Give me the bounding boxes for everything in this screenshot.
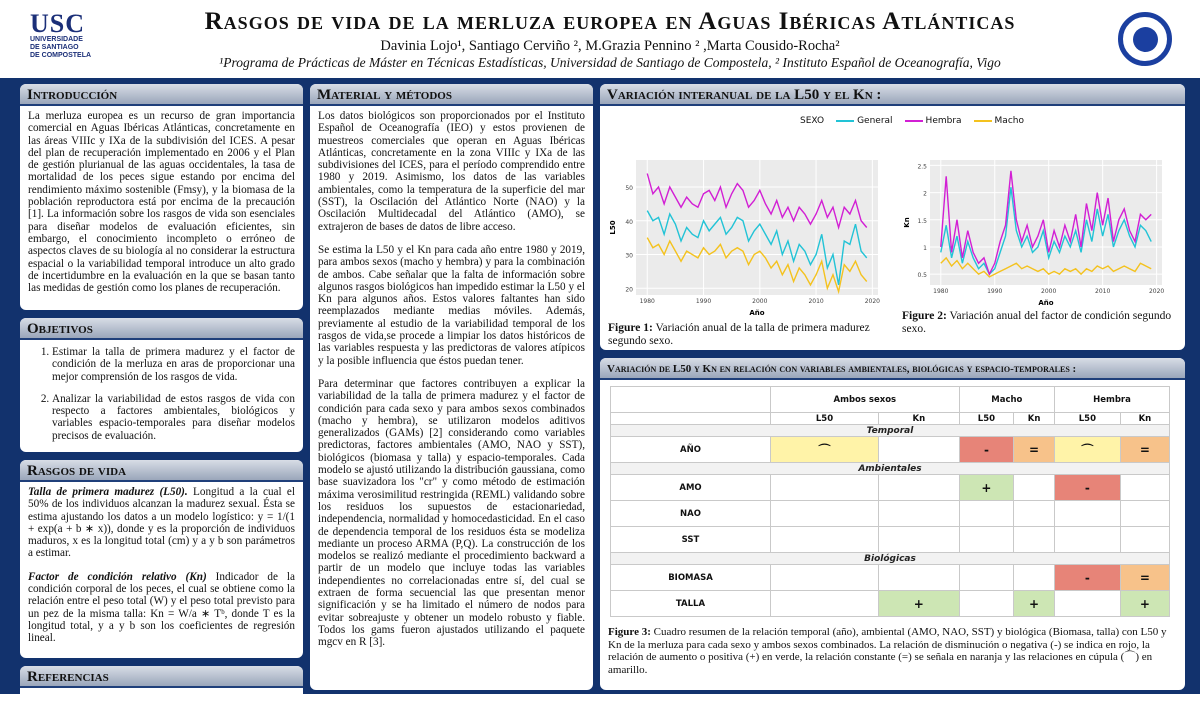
table-row-label: TALLA bbox=[611, 591, 771, 617]
legend-hembra-label: Hembra bbox=[925, 116, 962, 126]
y-axis-label: Kn bbox=[903, 217, 911, 228]
legend-swatch-hembra bbox=[905, 120, 923, 122]
y-axis-label: L50 bbox=[609, 220, 617, 235]
y-tick-label: 50 bbox=[625, 185, 633, 192]
material-panel bbox=[310, 84, 593, 690]
table-row-label: BIOMASA bbox=[611, 565, 771, 591]
y-tick-label: 2 bbox=[923, 190, 927, 198]
table-cell bbox=[878, 475, 959, 501]
legend-swatch-general bbox=[836, 120, 854, 122]
x-tick-label: 2010 bbox=[808, 298, 824, 305]
rasgos-body bbox=[20, 482, 303, 658]
usc-logo-line1: UNIVERSIDADE bbox=[30, 36, 83, 43]
table-row bbox=[611, 565, 1170, 591]
table-subheader: L50 bbox=[959, 413, 1014, 425]
x-tick-label: 2000 bbox=[1041, 288, 1057, 295]
x-tick-label: 2020 bbox=[864, 298, 881, 305]
x-tick-label: 2020 bbox=[1148, 288, 1165, 295]
usc-logo-line3: DE COMPOSTELA bbox=[30, 52, 92, 59]
table-cell bbox=[1120, 475, 1169, 501]
table-cell bbox=[771, 565, 879, 591]
table-subheader: L50 bbox=[771, 413, 879, 425]
table-subheader: L50 bbox=[1054, 413, 1120, 425]
y-tick-label: 40 bbox=[625, 218, 633, 226]
table-subheader: Kn bbox=[1014, 413, 1055, 425]
kn-definition: Indicador de la condición corporal de los peces, el cual se obtiene como la relación entre el peso total (W) y el peso total previsto para un pez de la misma talla: Kn = W/a ∗ Tᵇ, donde T es la longitud total, y a y b son los coeficientes de regresión lineal. bbox=[28, 570, 295, 645]
legend-hembra bbox=[905, 116, 962, 126]
usc-logo-line2: DE SANTIAGO bbox=[30, 44, 79, 51]
objetivo-item: 2. Analizar la variabilidad de estos rasgos de vida con respecto a factores ambientales, biológicos y variables espacio-temporales para diseñar modelos precisos de evaluación. bbox=[52, 393, 295, 442]
fig1-caption-label: Figure 1: bbox=[608, 322, 653, 334]
x-tick-label: 1980 bbox=[639, 298, 655, 305]
referencias-title: Referencias bbox=[20, 666, 303, 688]
x-tick-label: 1990 bbox=[695, 298, 712, 305]
table-group-header: Hembra bbox=[1054, 387, 1169, 413]
y-tick-label: 1 bbox=[923, 244, 927, 252]
table-cell: ⌒ bbox=[771, 437, 879, 463]
variacion-panel bbox=[600, 84, 1185, 350]
material-title: Material y métodos bbox=[310, 84, 593, 106]
resumen-title: Variación de L50 y Kn en relación con variables ambientales, biológicas y espacio-temporales : bbox=[600, 358, 1185, 380]
table-cell bbox=[1014, 565, 1055, 591]
table-section-header: Temporal bbox=[611, 425, 1170, 437]
l50-definition-head: Talla de primera madurez (L50). bbox=[28, 486, 188, 498]
table-cell bbox=[1014, 501, 1055, 527]
y-tick-label: 30 bbox=[625, 252, 633, 260]
legend-swatch-macho bbox=[974, 120, 992, 122]
table-row bbox=[611, 591, 1170, 617]
table-cell bbox=[878, 501, 959, 527]
table-cell bbox=[959, 591, 1014, 617]
table-cell bbox=[1014, 527, 1055, 553]
fig1-caption bbox=[608, 322, 883, 348]
table-cell: - bbox=[959, 437, 1014, 463]
y-tick-label: 0.5 bbox=[917, 272, 927, 280]
table-row bbox=[611, 475, 1170, 501]
x-tick-label: 2000 bbox=[752, 298, 768, 305]
table-row bbox=[611, 527, 1170, 553]
fig2-caption bbox=[902, 310, 1177, 336]
chart-legend bbox=[800, 116, 1024, 126]
table-cell: + bbox=[1014, 591, 1055, 617]
x-axis-label: Año bbox=[749, 309, 765, 317]
legend-general bbox=[836, 116, 892, 126]
table-cell bbox=[771, 475, 879, 501]
rasgos-panel bbox=[20, 460, 303, 658]
legend-title: SEXO bbox=[800, 116, 825, 126]
kn-line-chart bbox=[900, 154, 1170, 309]
table-cell bbox=[1120, 527, 1169, 553]
table-subheader: Kn bbox=[1120, 413, 1169, 425]
poster-affiliation: ¹Programa de Prácticas de Máster en Técnicas Estadísticas, Universidad de Santiago de Compostela, ² Instituto Español de Oceanografía, Vigo bbox=[219, 55, 1001, 70]
table-cell bbox=[878, 565, 959, 591]
table-cell bbox=[1054, 527, 1120, 553]
table-cell: + bbox=[878, 591, 959, 617]
table-cell bbox=[1120, 501, 1169, 527]
poster-title: Rasgos de vida de la merluza europea en Aguas Ibéricas Atlánticas bbox=[204, 8, 1016, 35]
summary-table-wrap bbox=[610, 386, 1170, 617]
table-cell: ⌒ bbox=[1054, 437, 1120, 463]
table-row-label: AMO bbox=[611, 475, 771, 501]
usc-logo bbox=[30, 9, 110, 60]
material-paragraph-2: Se estima la L50 y el Kn para cada año entre 1980 y 2019, para ambos sexos (macho y hembra) y para la combinación de ambos. Cabe señalar que la falta de información sobre algunos rasgos biológicos han impedido estimar la L50 y el Kn para algunos años. Estos valores faltantes han sido reemplazados mediante medias móviles. Además, previamente al estudio de la variabilidad temporal de los rasgos de vida,se procede a limpiar los datos históricos de las variables respuesta y las predictoras de valores atípicos y la posible influencia que éstos puedan tener. bbox=[318, 243, 585, 367]
table-row-label: SST bbox=[611, 527, 771, 553]
table-row bbox=[611, 437, 1170, 463]
table-cell bbox=[959, 565, 1014, 591]
usc-logo-text: USC bbox=[30, 9, 86, 38]
table-cell: - bbox=[1054, 565, 1120, 591]
objetivos-title: Objetivos bbox=[20, 318, 303, 340]
table-cell bbox=[959, 527, 1014, 553]
table-row-label: AÑO bbox=[611, 437, 771, 463]
ieo-logo bbox=[1118, 12, 1172, 66]
x-tick-label: 1980 bbox=[933, 288, 949, 295]
fig1-caption-text: Variación anual de la talla de primera madurez segundo sexo. bbox=[608, 322, 870, 347]
table-row bbox=[611, 501, 1170, 527]
kn-definition-head: Factor de condición relativo (Kn) bbox=[28, 570, 207, 583]
intro-body: La merluza europea es un recurso de gran importancia comercial en Aguas Ibéricas Atlánticas, concretamente en las áreas VIIIc y IXa de la subdivisión del ICES. A pesar del plan de recuperación implementado en 2006 y el Plan de gestión plurianual de las aguas occidentales, la tasa de mortalidad de los peces sigue estando por encima del rendimiento máximo sostenible (Fmsy), y la biomasa de la población reproductora está por encima de la precaución [1]. La información sobre los rasgos de vida son esenciales para diseñar modelos de evaluación eficientes, sin embargo, el conocimiento incompleto o erróneo de aspectos claves de su biología al no considerar la estructura espacial o la variabilidad temporal introduce un alto grado de incertidumbre en la evaluación en la que se basan tanto las medidas de gestión como los planes de recuperación. bbox=[28, 110, 295, 295]
y-tick-label: 1.5 bbox=[917, 217, 927, 225]
legend-macho-label: Macho bbox=[994, 116, 1024, 126]
table-group-header: Ambos sexos bbox=[771, 387, 960, 413]
l50-definition: Longitud a la cual el 50% de los individuos alcanzan la madurez sexual. Ésta se estima ajustando los datos a un modelo logístico: y = 1/(1 + exp(a + b ∗ x)), donde y es la proporción de individuos maduros, x es la longitud total (cm) y a y b son parámetros a estimar. bbox=[28, 486, 296, 560]
table-cell bbox=[771, 591, 879, 617]
table-cell bbox=[771, 501, 879, 527]
table-cell bbox=[771, 527, 879, 553]
table-corner bbox=[611, 413, 771, 425]
table-cell: - bbox=[1054, 475, 1120, 501]
table-cell: + bbox=[1120, 591, 1169, 617]
l50-line-chart bbox=[606, 154, 886, 319]
legend-macho bbox=[974, 116, 1024, 126]
rasgos-title: Rasgos de vida bbox=[20, 460, 303, 482]
table-cell: + bbox=[959, 475, 1014, 501]
summary-table bbox=[610, 386, 1170, 617]
legend-general-label: General bbox=[857, 116, 893, 126]
table-cell bbox=[878, 437, 959, 463]
y-tick-label: 2.5 bbox=[917, 163, 927, 171]
objetivos-panel bbox=[20, 318, 303, 452]
material-body bbox=[310, 106, 593, 663]
table-section-header: Biológicas bbox=[611, 553, 1170, 565]
fig2-caption-label: Figure 2: bbox=[902, 310, 947, 322]
objetivos-body bbox=[20, 340, 303, 452]
fig2-caption-text: Variación anual del factor de condición segundo sexo. bbox=[902, 310, 1172, 335]
table-cell bbox=[1014, 475, 1055, 501]
table-cell bbox=[959, 501, 1014, 527]
table-cell bbox=[878, 527, 959, 553]
variacion-title: Variación interanual de la L50 y el Kn : bbox=[600, 84, 1185, 106]
table-cell bbox=[1054, 591, 1120, 617]
fig3-caption bbox=[608, 626, 1178, 676]
fig3-caption-text: Cuadro resumen de la relación temporal (año), ambiental (AMO, NAO, SST) y biológica (Biomasa, talla) con L50 y Kn de la merluza para cada sexo y ambos sexos combinados. La relación de disminución o negativa (-) se indica en rojo, la relación de aumento o positiva (+) en verde, la relación constante (=) se señala en naranja y las relaciones en cúpula (⌒) en amarillo. bbox=[608, 626, 1167, 676]
x-tick-label: 1990 bbox=[987, 288, 1003, 295]
table-group-header: Macho bbox=[959, 387, 1054, 413]
ieo-logo-center bbox=[1133, 27, 1158, 52]
referencias-panel bbox=[20, 666, 303, 706]
fig3-caption-label: Figure 3: bbox=[608, 626, 651, 638]
intro-panel bbox=[20, 84, 303, 310]
resumen-panel bbox=[600, 358, 1185, 690]
poster-authors: Davinia Lojo¹, Santiago Cerviño ², M.Grazia Pennino ² ,Marta Cousido-Rocha² bbox=[380, 38, 840, 54]
objetivo-item: 1. Estimar la talla de primera madurez y el factor de condición de la merluza en aras de proporcionar una mejor comprensión de los rasgos de vida. bbox=[52, 346, 295, 383]
table-corner bbox=[611, 387, 771, 413]
table-section-header: Ambientales bbox=[611, 463, 1170, 475]
table-cell bbox=[1054, 501, 1120, 527]
table-cell: = bbox=[1120, 565, 1169, 591]
x-tick-label: 2010 bbox=[1095, 288, 1111, 295]
table-row-label: NAO bbox=[611, 501, 771, 527]
table-subheader: Kn bbox=[878, 413, 959, 425]
material-paragraph-1: Los datos biológicos son proporcionados por el Instituto Español de Oceanografía (IEO) y estos provienen de muestreos comerciales que operan en Aguas Ibéricas Atlánticas, concretamente en la zona VIIIc y IXa de las subdivisiones del ICES, para el período comprendido entre 1980 y 2019. Asimismo, los datos de las variables ambientales, como la temperatura de la superficie del mar (SST), la Oscilación del Atlántico Norte (NAO) y la Oscilación Multidecadal del Atlántico (AMO), se extrajeron de bases de datos de libre acceso. bbox=[318, 110, 585, 233]
x-axis-label: Año bbox=[1038, 299, 1054, 307]
intro-title: Introducción bbox=[20, 84, 303, 106]
intro-text bbox=[20, 106, 303, 298]
material-paragraph-3: Para determinar que factores contribuyen a explicar la variabilidad de la talla de primera madurez y el factor de condición para cada sexo y para ambos sexos combinados (macho y hembra), se utilizaron modelos aditivos generalizados (GAMs) [2] considerando como variables predictoras, factores ambientales (AMO, NAO y SST), biológicos (biomasa y talla) y espacio-temporales. Cada modelo se ajustó utilizando la distribución gaussiana, como base suavizadora los "cr" y como método de estimación máxima verosimilitud restringida (REML) validando sobre los residuos los supuestos de estacionariedad, independencia, normalidad y homocedasticidad. En el caso de dependencia temporal de los residuos ésta se modeliza mediante un proceso ARMA (P,Q). La construcción de los modelos se realizó mediante el procedimiento backward a partir de un modelo que incluye todas las variables independientes no correlacionadas entre sí, del cual se extraen de forma secuencial las que presentan menor significación y se ha limitado el número de nodos para evitar sobreajuste y obtener un modelo robusto y fiable. Todos los gams fueron ajustados utilizando el paquete mgcv en R [3]. bbox=[318, 377, 585, 649]
table-cell: = bbox=[1120, 437, 1169, 463]
y-tick-label: 20 bbox=[625, 286, 633, 294]
table-cell: = bbox=[1014, 437, 1055, 463]
poster-header bbox=[0, 0, 1200, 78]
